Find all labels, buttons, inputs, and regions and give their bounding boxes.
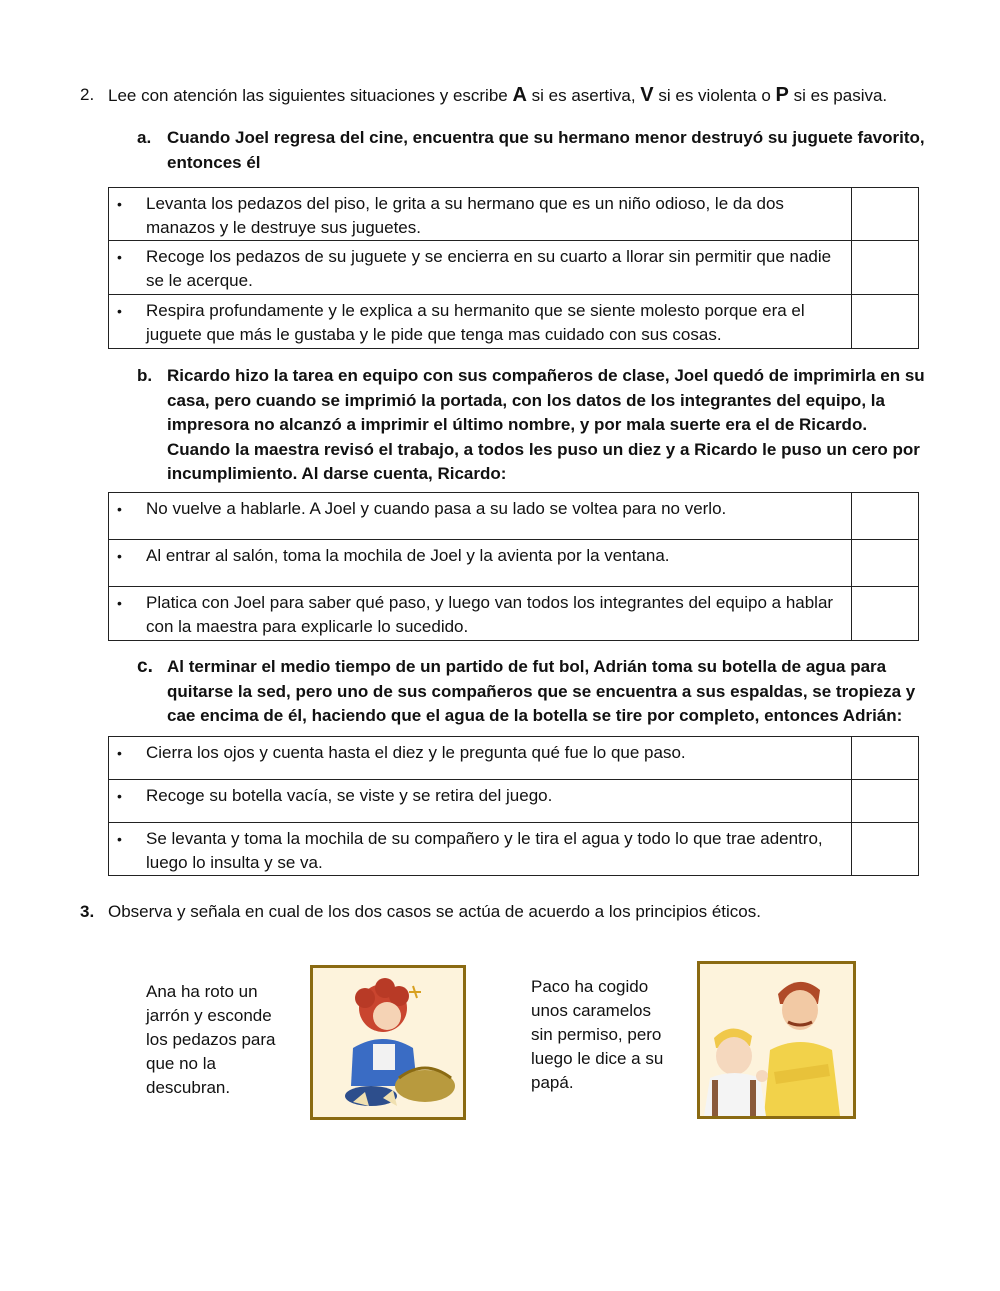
option-text: Levanta los pedazos del piso, le grita a su hermano que es un niño odioso, le da dos manazos y le destruye sus juguetes.: [146, 194, 784, 237]
option-row: [109, 540, 919, 587]
girl-broken-vase-illustration[interactable]: [310, 965, 466, 1120]
section-b-statement: [137, 364, 927, 488]
answer-box[interactable]: [852, 823, 919, 876]
question-number: 3.: [80, 902, 95, 921]
answer-box[interactable]: [852, 540, 919, 587]
bullet-icon: •: [117, 595, 122, 611]
case-ana-text: Ana ha roto un jarrón y esconde los pedazos para que no la descubran.: [146, 982, 276, 1097]
option-text: No vuelve a hablarle. A Joel y cuando pasa a su lado se voltea para no verlo.: [146, 499, 727, 518]
answer-box[interactable]: [852, 295, 919, 349]
boy-and-father-image: [700, 964, 853, 1116]
section-a-statement: [137, 126, 927, 176]
bullet-icon: •: [117, 745, 122, 761]
option-row: [109, 188, 919, 241]
option-row: [109, 823, 919, 876]
question-number: 2.: [80, 85, 95, 104]
option-row: [109, 587, 919, 641]
bullet-icon: •: [117, 303, 122, 319]
option-row: [109, 780, 919, 823]
answer-box[interactable]: [852, 188, 919, 241]
answer-box[interactable]: [852, 780, 919, 823]
option-row: [109, 737, 919, 780]
option-text: Platica con Joel para saber qué paso, y luego van todos los integrantes del equipo a hablar con la maestra para explicarle lo sucedido.: [146, 593, 834, 636]
option-text: Cierra los ojos y cuenta hasta el diez y le pregunta qué fue lo que paso.: [146, 743, 686, 762]
question-text: Lee con atención las siguientes situaciones y escribe A si es asertiva, V si es violenta o P si es pasiva.: [108, 84, 888, 106]
option-row: [109, 295, 919, 349]
option-row: [109, 241, 919, 295]
bullet-icon: •: [117, 249, 122, 265]
answer-box[interactable]: [852, 241, 919, 295]
option-text: Recoge su botella vacía, se viste y se retira del juego.: [146, 786, 553, 805]
boy-and-father-illustration[interactable]: [697, 961, 856, 1119]
answer-box[interactable]: [852, 737, 919, 780]
answer-box[interactable]: [852, 587, 919, 641]
section-text: Ricardo hizo la tarea en equipo con sus compañeros de clase, Joel quedó de imprimirla en su casa, pero cuando se imprimió la portada, con los datos de los integrantes del equipo, la impresora no alcanzó a imprimir el último nombre, y por mala suerte era el de Ricardo. Cuando la maestra revisó el trabajo, a todos les puso un diez y a Ricardo le puso un cero por incumplimiento. Al darse cuenta, Ricardo:: [167, 366, 925, 483]
section-c-statement: [137, 655, 927, 731]
girl-broken-vase-image: [313, 968, 463, 1117]
section-letter: b.: [137, 366, 153, 385]
bullet-icon: •: [117, 501, 122, 517]
option-row: [109, 493, 919, 540]
case-paco-text: Paco ha cogido unos caramelos sin permiso, pero luego le dice a su papá.: [531, 977, 664, 1092]
section-letter: a.: [137, 128, 152, 147]
option-text: Respira profundamente y le explica a su hermanito que se siente molesto porque era el juguete que más le gustaba y le pide que tenga mas cuidado con sus cosas.: [146, 301, 805, 344]
bullet-icon: •: [117, 548, 122, 564]
question-text: Observa y señala en cual de los dos casos se actúa de acuerdo a los principios éticos.: [108, 902, 761, 921]
section-text: Al terminar el medio tiempo de un partido de fut bol, Adrián toma su botella de agua para quitarse la sed, pero uno de sus compañeros que se encuentra a sus espaldas, se tropieza y cae encima de él, haciendo que el agua de la botella se tire por completo, entonces Adrián:: [167, 657, 916, 725]
answer-box[interactable]: [852, 493, 919, 540]
bullet-icon: •: [117, 196, 122, 212]
section-text: Cuando Joel regresa del cine, encuentra que su hermano menor destruyó su juguete favorito, entonces él: [167, 128, 925, 172]
section-c-table: [108, 736, 919, 876]
option-text: Al entrar al salón, toma la mochila de Joel y la avienta por la ventana.: [146, 546, 670, 565]
option-text: Recoge los pedazos de su juguete y se encierra en su cuarto a llorar sin permitir que nadie se le acerque.: [146, 247, 832, 290]
bullet-icon: •: [117, 788, 122, 804]
section-a-table: [108, 187, 919, 349]
section-letter: c.: [137, 656, 153, 677]
option-text: Se levanta y toma la mochila de su compañero y le tira el agua y todo lo que trae adentro, luego lo insulta y se va.: [146, 829, 823, 872]
section-b-table: [108, 492, 919, 641]
bullet-icon: •: [117, 831, 122, 847]
